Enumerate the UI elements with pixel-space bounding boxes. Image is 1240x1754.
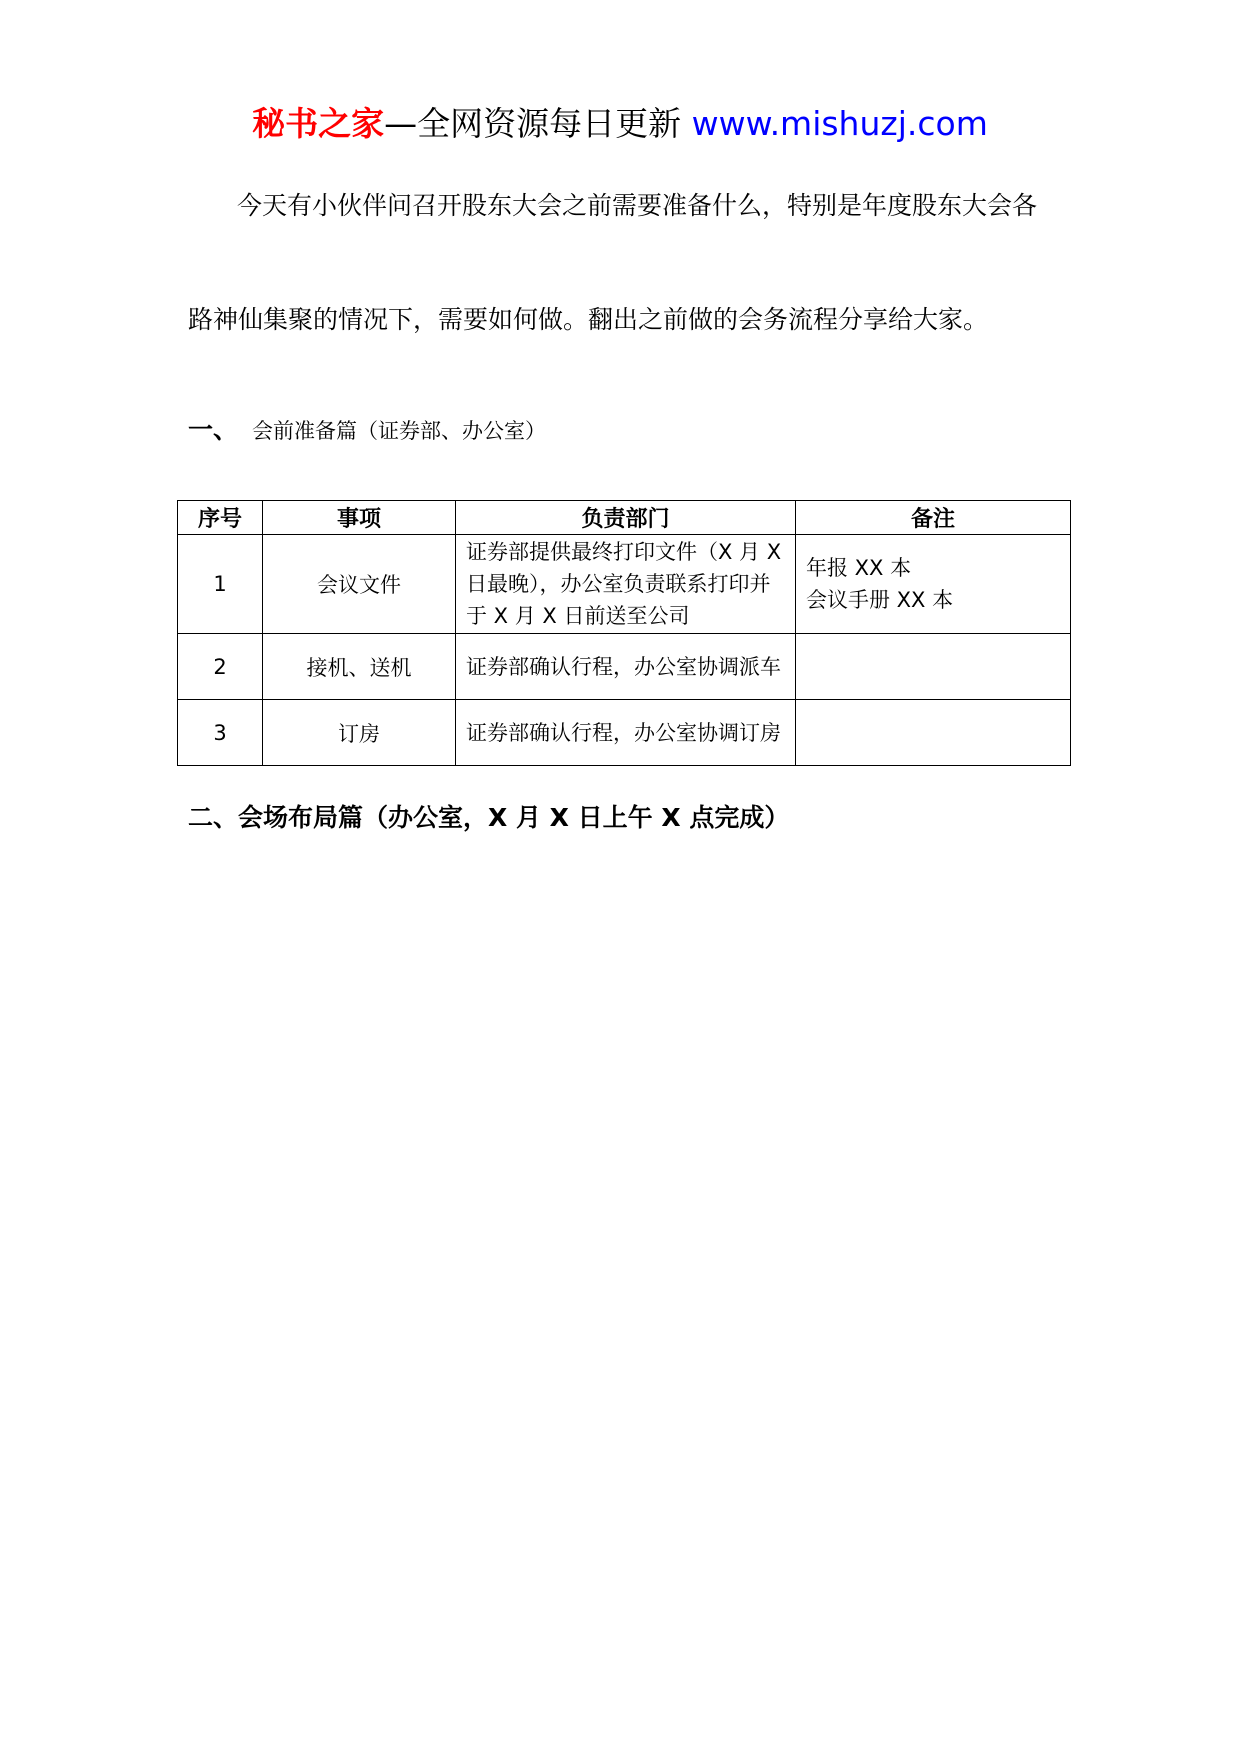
header-tagline: 全网资源每日更新 — [417, 104, 692, 143]
cell-notes — [796, 535, 1071, 634]
header-cell-notes: 备注 — [796, 501, 1071, 535]
intro-line-2: 路神仙集聚的情况下，需要如何做。翻出之前做的会务流程分享给大家。 — [188, 305, 989, 334]
section-2-heading: 二、会场布局篇（办公室，X 月 X 日上午 X 点完成） — [188, 803, 790, 832]
cell-item: 接机、送机 — [263, 634, 456, 700]
cell-dept: 证券部确认行程，办公室协调订房 — [456, 700, 796, 766]
section-1-title: 会前准备篇（证券部、办公室） — [252, 419, 547, 443]
header-dash: — — [384, 104, 418, 143]
header-cell-no: 序号 — [178, 501, 263, 535]
preparation-table — [177, 500, 1071, 766]
intro-line-1: 今天有小伙伴问召开股东大会之前需要准备什么，特别是年度股东大会各 — [237, 191, 1038, 220]
header-cell-item: 事项 — [263, 501, 456, 535]
header-cell-dept: 负责部门 — [456, 501, 796, 535]
table-row — [178, 700, 1071, 766]
cell-notes — [796, 634, 1071, 700]
cell-no: 1 — [178, 535, 263, 634]
cell-dept: 证券部确认行程，办公室协调派车 — [456, 634, 796, 700]
brand-name: 秘书之家 — [252, 104, 385, 143]
cell-no: 2 — [178, 634, 263, 700]
cell-item: 订房 — [263, 700, 456, 766]
cell-no: 3 — [178, 700, 263, 766]
page-header — [0, 100, 1240, 148]
note-line: 会议手册 XX 本 — [806, 588, 954, 612]
section-1-number: 一、 — [188, 415, 239, 444]
cell-notes — [796, 700, 1071, 766]
header-url-link[interactable]: www.mishuzj.com — [691, 104, 988, 143]
section-1-heading — [188, 410, 546, 453]
cell-dept: 证券部提供最终打印文件（X 月 X 日最晚），办公室负责联系打印并于 X 月 X 日前送至公司 — [456, 535, 796, 634]
table-row — [178, 535, 1071, 634]
note-line: 年报 XX 本 — [806, 556, 912, 580]
table-row — [178, 634, 1071, 700]
cell-item: 会议文件 — [263, 535, 456, 634]
table-header-row — [178, 501, 1071, 535]
